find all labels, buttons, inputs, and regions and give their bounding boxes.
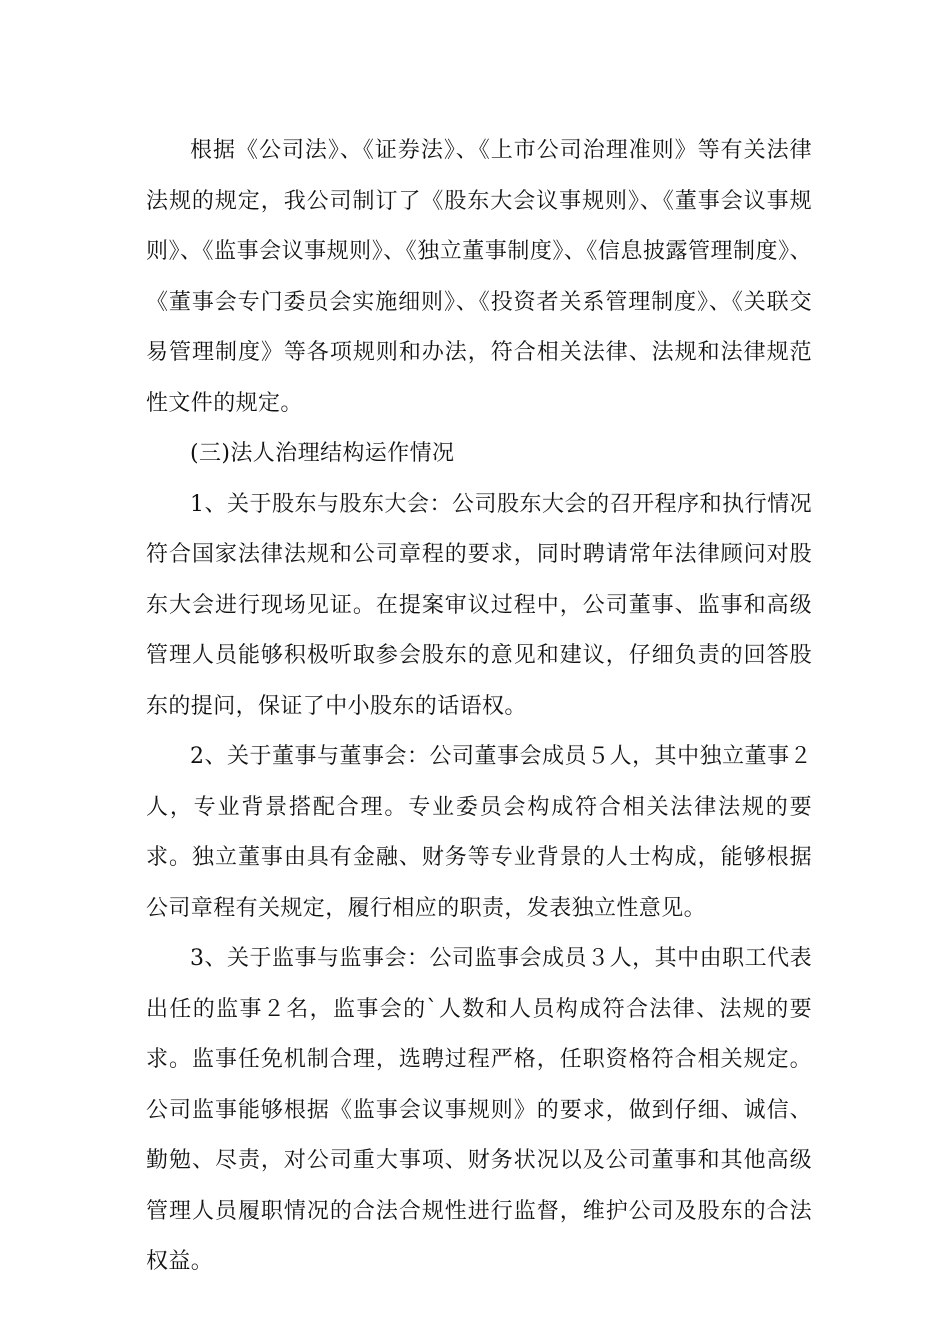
section-heading: (三)法人治理结构运作情况 [190,441,455,466]
paragraph-board: 2、关于董事与董事会：公司董事会成员５人，其中独立董事２人，专业背景搭配合理。专业委员会构成符合相关法律法规的要求。独立董事由具有金融、财务等专业背景的人士构成，能够根据公司章程有关规定，履行相应的职责，发表独立性意见。 [146,744,812,921]
paragraph-shareholders: 1、关于股东与股东大会：公司股东大会的召开程序和执行情况符合国家法律法规和公司章程的要求，同时聘请常年法律顾问对股东大会进行现场见证。在提案审议过程中，公司董事、监事和高级管理人员能够积极听取参会股东的意见和建议，仔细负责的回答股东的提问，保证了中小股东的话语权。 [146,491,812,719]
paragraph-supervisors: 3、关于监事与监事会：公司监事会成员３人，其中由职工代表出任的监事２名，监事会的`人数和人员构成符合法律、法规的要求。监事任免机制合理，选聘过程严格，任职资格符合相关规定。公司监事能够根据《监事会议事规则》的要求，做到仔细、诚信、勤勉、尽责，对公司重大事项、财务状况以及公司董事和其他高级管理人员履职情况的合法合规性进行监督，维护公司及股东的合法权益。 [146,946,812,1274]
document-body [146,126,812,1288]
paragraph-regulations: 根据《公司法》、《证券法》、《上市公司治理准则》等有关法律法规的规定，我公司制订了《股东大会议事规则》、《董事会议事规则》、《监事会议事规则》、《独立董事制度》、《信息披露管理制度》、《董事会专门委员会实施细则》、《投资者关系管理制度》、《关联交易管理制度》等各项规则和办法，符合相关法律、法规和法律规范性文件的规定。 [146,138,812,416]
